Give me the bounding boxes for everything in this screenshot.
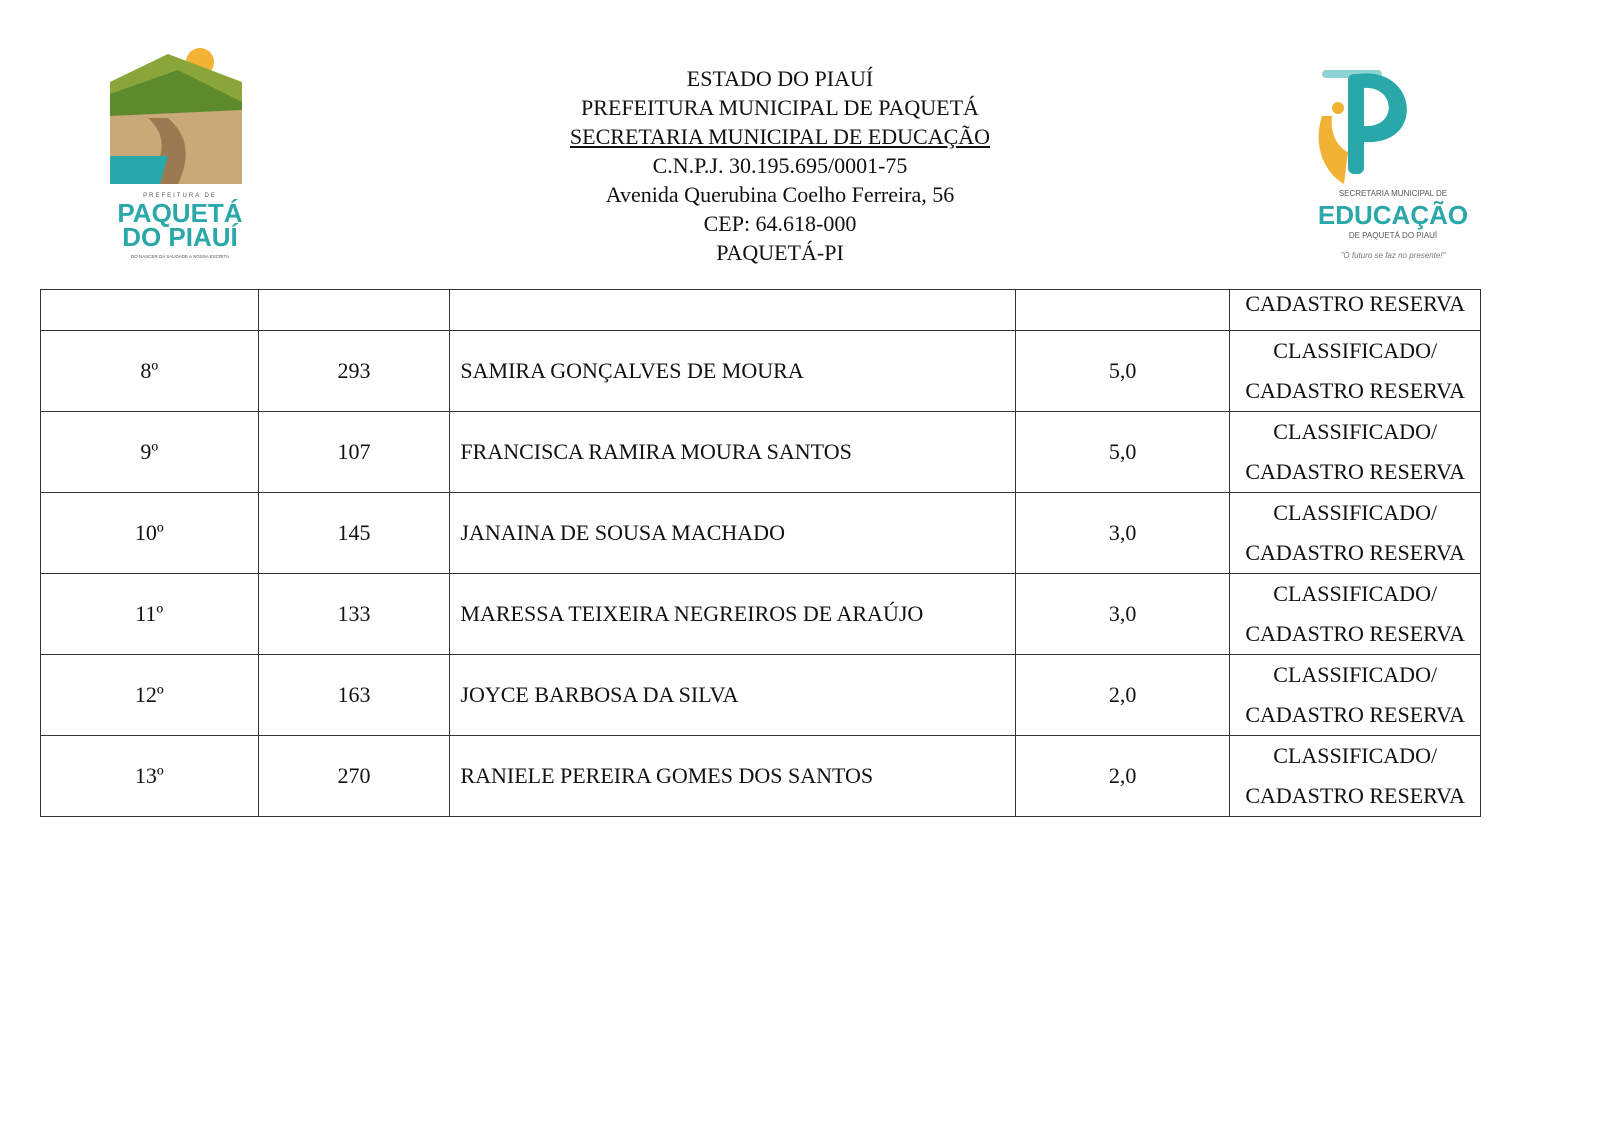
status-text: CADASTRO RESERVA: [1245, 378, 1466, 403]
logo-left-name1: PAQUETÁ: [117, 198, 243, 228]
secretaria-educacao-logo: [1308, 56, 1478, 271]
logo-left-top-text: PREFEITURA DE: [143, 193, 217, 199]
status-text: CLASSIFICADO/: [1273, 338, 1438, 363]
cell-name: SAMIRA GONÇALVES DE MOURA: [450, 331, 1015, 412]
logo-left-name2: DO PIAUÍ: [122, 222, 238, 252]
header-address: Avenida Querubina Coelho Ferreira, 56: [605, 182, 955, 207]
table-row: [41, 493, 1481, 574]
cell-name: FRANCISCA RAMIRA MOURA SANTOS: [450, 412, 1015, 493]
cell-score: 3,0: [1015, 493, 1230, 574]
results-table: [40, 289, 1481, 817]
table-row: [41, 736, 1481, 817]
cell-score: 2,0: [1015, 655, 1230, 736]
cell-status: [1230, 493, 1481, 574]
cell-inscription: 293: [258, 331, 450, 412]
logo-right-sub: DE PAQUETÁ DO PIAUÍ: [1348, 231, 1438, 240]
status-text: CADASTRO RESERVA: [1245, 459, 1466, 484]
cell-status: [1230, 412, 1481, 493]
logo-left-tagline: DO NASCER DA SAUDADE A NOSSA ESCRITA: [131, 254, 229, 259]
cell-name: JANAINA DE SOUSA MACHADO: [450, 493, 1015, 574]
cell-status: [1230, 574, 1481, 655]
header-city: PAQUETÁ-PI: [716, 240, 844, 265]
status-text: CLASSIFICADO/: [1273, 581, 1438, 606]
cell-score: 2,0: [1015, 736, 1230, 817]
header-cep: CEP: 64.618-000: [703, 211, 857, 236]
cell-score: 3,0: [1015, 574, 1230, 655]
cell-position: 11º: [41, 574, 259, 655]
logo-right-tagline: "O futuro se faz no presente!": [1340, 251, 1446, 260]
cell-position: 12º: [41, 655, 259, 736]
cell-inscription: 145: [258, 493, 450, 574]
cell-name: MARESSA TEIXEIRA NEGREIROS DE ARAÚJO: [450, 574, 1015, 655]
cell-score: 5,0: [1015, 412, 1230, 493]
status-text: CLASSIFICADO/: [1273, 662, 1438, 687]
prefeitura-logo: [108, 44, 252, 266]
cell-position: 9º: [41, 412, 259, 493]
document-header: [470, 64, 1090, 267]
table-row: [41, 412, 1481, 493]
cell-inscription: 107: [258, 412, 450, 493]
cell-inscription: 133: [258, 574, 450, 655]
logo-right-top-text: SECRETARIA MUNICIPAL DE: [1338, 189, 1448, 198]
cell-name: JOYCE BARBOSA DA SILVA: [450, 655, 1015, 736]
header-prefeitura: PREFEITURA MUNICIPAL DE PAQUETÁ: [581, 95, 979, 120]
cell-score: 5,0: [1015, 331, 1230, 412]
cell-status: [1230, 736, 1481, 817]
status-text: CADASTRO RESERVA: [1245, 621, 1466, 646]
status-text: CADASTRO RESERVA: [1245, 702, 1466, 727]
cell-position: 13º: [41, 736, 259, 817]
header-secretaria: SECRETARIA MUNICIPAL DE EDUCAÇÃO: [569, 124, 991, 149]
status-text: CLASSIFICADO/: [1273, 500, 1438, 525]
table-row: [41, 574, 1481, 655]
table-row-continuation: [41, 290, 1481, 331]
cell-inscription: [258, 290, 450, 331]
cell-position: 8º: [41, 331, 259, 412]
cell-inscription: 163: [258, 655, 450, 736]
status-text: CLASSIFICADO/: [1273, 419, 1438, 444]
status-text: CLASSIFICADO/: [1273, 743, 1438, 768]
cell-inscription: 270: [258, 736, 450, 817]
cell-position: 10º: [41, 493, 259, 574]
cell-status: [1230, 331, 1481, 412]
cell-score: [1015, 290, 1230, 331]
header-cnpj: C.N.P.J. 30.195.695/0001-75: [652, 153, 908, 178]
table-row: [41, 331, 1481, 412]
status-text: CADASTRO RESERVA: [1245, 783, 1466, 808]
cell-name: [450, 290, 1015, 331]
header-state: ESTADO DO PIAUÍ: [686, 66, 874, 91]
cell-status: [1230, 655, 1481, 736]
cell-name: RANIELE PEREIRA GOMES DOS SANTOS: [450, 736, 1015, 817]
status-continuation: CADASTRO RESERVA: [1245, 291, 1466, 316]
table-row: [41, 655, 1481, 736]
cell-position: [41, 290, 259, 331]
logo-right-name: EDUCAÇÃO: [1317, 200, 1469, 230]
cell-status: [1230, 290, 1481, 331]
status-text: CADASTRO RESERVA: [1245, 540, 1466, 565]
